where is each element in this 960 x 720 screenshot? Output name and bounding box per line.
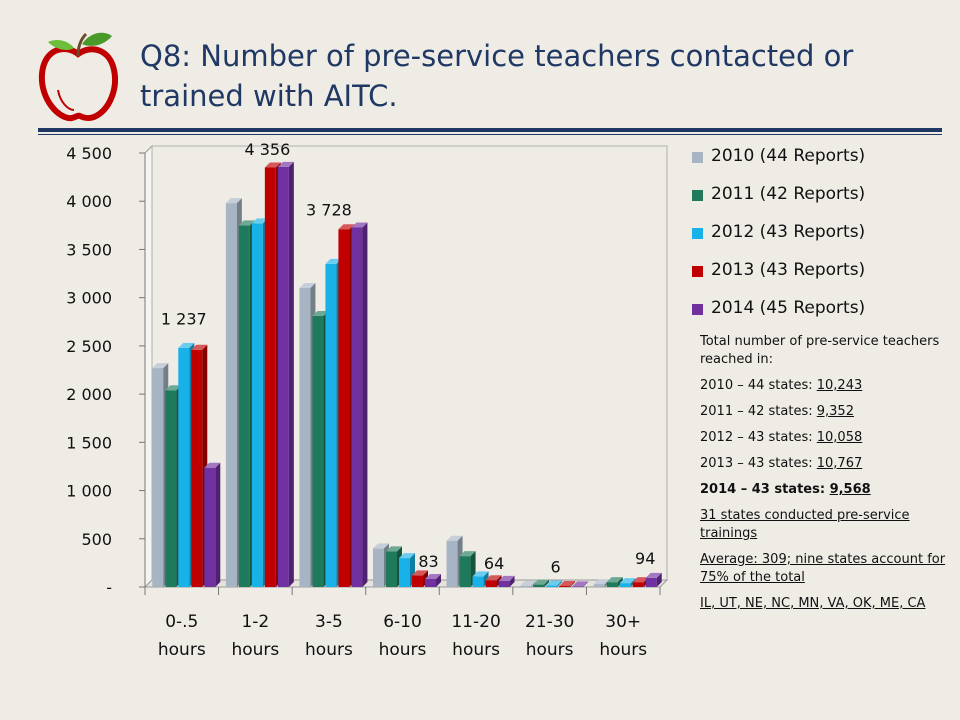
bar-5-2 [546, 586, 557, 587]
x-tick-label: 21-30 [524, 612, 575, 632]
legend-swatch-2012 [692, 228, 703, 239]
bar-3-3 [412, 575, 423, 587]
y-tick-label: 2 500 [66, 336, 112, 356]
bar-3-0 [373, 548, 384, 587]
y-tick-label: 2 000 [66, 385, 112, 405]
notes-2012 [700, 429, 950, 447]
y-tick-label: 4 000 [66, 192, 112, 212]
legend-swatch-2010 [692, 152, 703, 163]
y-tick-label: 3 500 [66, 240, 112, 260]
data-label: 3 728 [306, 200, 352, 220]
page-title: Q8: Number of pre-service teachers contacted or trained with AITC. [140, 39, 854, 113]
bar-4-0 [447, 541, 458, 587]
bar-0-1 [165, 390, 176, 587]
x-tick-label: hours [452, 640, 500, 660]
bar-6-1 [607, 582, 618, 587]
data-label: 4 356 [244, 139, 291, 159]
x-tick-label: 11-20 [451, 612, 501, 632]
x-tick-label: hours [157, 640, 206, 660]
bar-chart [0, 138, 690, 678]
bar-side-2-4 [362, 222, 367, 587]
notes-states-conducted: 31 states conducted pre-service trainings [700, 508, 910, 541]
bar-4-1 [460, 556, 471, 587]
x-tick-label: hours [599, 640, 648, 660]
x-tick-label: 6-10 [383, 612, 422, 632]
bar-5-0 [520, 586, 531, 587]
data-label: 64 [483, 553, 505, 573]
notes-2014-prefix: 2014 – 43 states: [700, 482, 830, 497]
bar-3-2 [399, 558, 410, 587]
notes-2014-value: 9,568 [829, 482, 871, 497]
legend-label-2013: 2013 (43 Reports) [711, 260, 866, 280]
notes-2012-value: 10,058 [816, 430, 863, 445]
bar-0-0 [152, 368, 163, 587]
bar-1-4 [278, 167, 289, 587]
x-tick-label: hours [305, 640, 353, 660]
notes-2010-prefix: 2010 – 44 states: [700, 378, 817, 393]
y-tick-label: - [106, 578, 112, 597]
bar-side-1-4 [289, 162, 294, 587]
legend-swatch-2013 [692, 266, 703, 277]
data-label: 83 [418, 551, 439, 571]
x-tick-label: 30+ [605, 612, 642, 632]
bar-6-2 [620, 583, 631, 587]
notes-average: Average: 309; nine states account for 75% of the total [700, 552, 946, 585]
notes-intro: Total number of pre-service teachers reached in: [700, 334, 940, 367]
bar-1-0 [226, 203, 237, 587]
data-label: 94 [635, 548, 656, 568]
bar-5-1 [533, 585, 544, 587]
bar-2-0 [299, 288, 310, 587]
legend-swatch-2014 [692, 304, 703, 315]
y-tick-label: 1 500 [66, 433, 112, 453]
notes-2012-prefix: 2012 – 43 states: [700, 430, 817, 445]
notes-2013-value: 10,767 [816, 456, 863, 471]
title-divider [38, 128, 942, 132]
x-tick-label: 1-2 [241, 612, 270, 632]
bar-6-4 [646, 578, 657, 587]
totals-notes [700, 333, 950, 621]
bar-6-3 [633, 582, 644, 587]
legend-label-2014: 2014 (45 Reports) [711, 298, 866, 318]
legend-label-2011: 2011 (42 Reports) [711, 184, 866, 204]
bar-4-4 [499, 581, 510, 587]
bar-1-3 [265, 167, 276, 587]
y-tick-label: 1 000 [66, 481, 112, 501]
y-tick-label: 500 [81, 529, 112, 549]
notes-2014 [700, 481, 950, 499]
title-divider-thin [38, 134, 942, 135]
chart-side-wall [145, 146, 152, 587]
x-tick-label: hours [378, 640, 427, 660]
bar-2-2 [325, 264, 336, 587]
bar-0-4 [204, 468, 215, 587]
notes-2011-value: 9,352 [816, 404, 854, 419]
x-tick-label: hours [231, 640, 280, 660]
apple-logo-icon [38, 30, 118, 122]
legend-label-2010: 2010 (44 Reports) [711, 146, 866, 166]
bar-0-3 [191, 350, 202, 587]
data-label: 1 237 [160, 309, 207, 329]
bar-1-2 [252, 223, 263, 587]
bar-side-0-4 [215, 463, 220, 587]
notes-2011 [700, 403, 950, 421]
bar-2-3 [338, 229, 349, 587]
bar-2-4 [351, 227, 362, 587]
notes-2011-prefix: 2011 – 42 states: [700, 404, 817, 419]
y-tick-label: 3 000 [66, 288, 112, 308]
bar-0-2 [178, 348, 189, 587]
x-tick-label: 3-5 [315, 612, 343, 632]
bar-5-4 [572, 586, 583, 587]
x-tick-label: 0-.5 [165, 612, 199, 632]
bar-2-1 [312, 316, 323, 587]
bar-3-4 [425, 579, 436, 587]
bar-6-0 [594, 584, 605, 587]
bar-4-2 [473, 576, 484, 587]
notes-2010-value: 10,243 [816, 378, 863, 393]
legend-label-2012: 2012 (43 Reports) [711, 222, 866, 242]
x-tick-label: hours [525, 640, 574, 660]
notes-2010 [700, 377, 950, 395]
bar-5-3 [559, 586, 570, 587]
bar-1-1 [239, 225, 250, 587]
y-tick-label: 4 500 [66, 144, 112, 163]
notes-2013-prefix: 2013 – 43 states: [700, 456, 817, 471]
notes-states-list: IL, UT, NE, NC, MN, VA, OK, ME, CA [700, 596, 926, 611]
data-label: 6 [550, 557, 561, 577]
bar-3-1 [386, 551, 397, 587]
notes-2013 [700, 455, 950, 473]
legend-swatch-2011 [692, 190, 703, 201]
bar-4-3 [486, 580, 497, 587]
